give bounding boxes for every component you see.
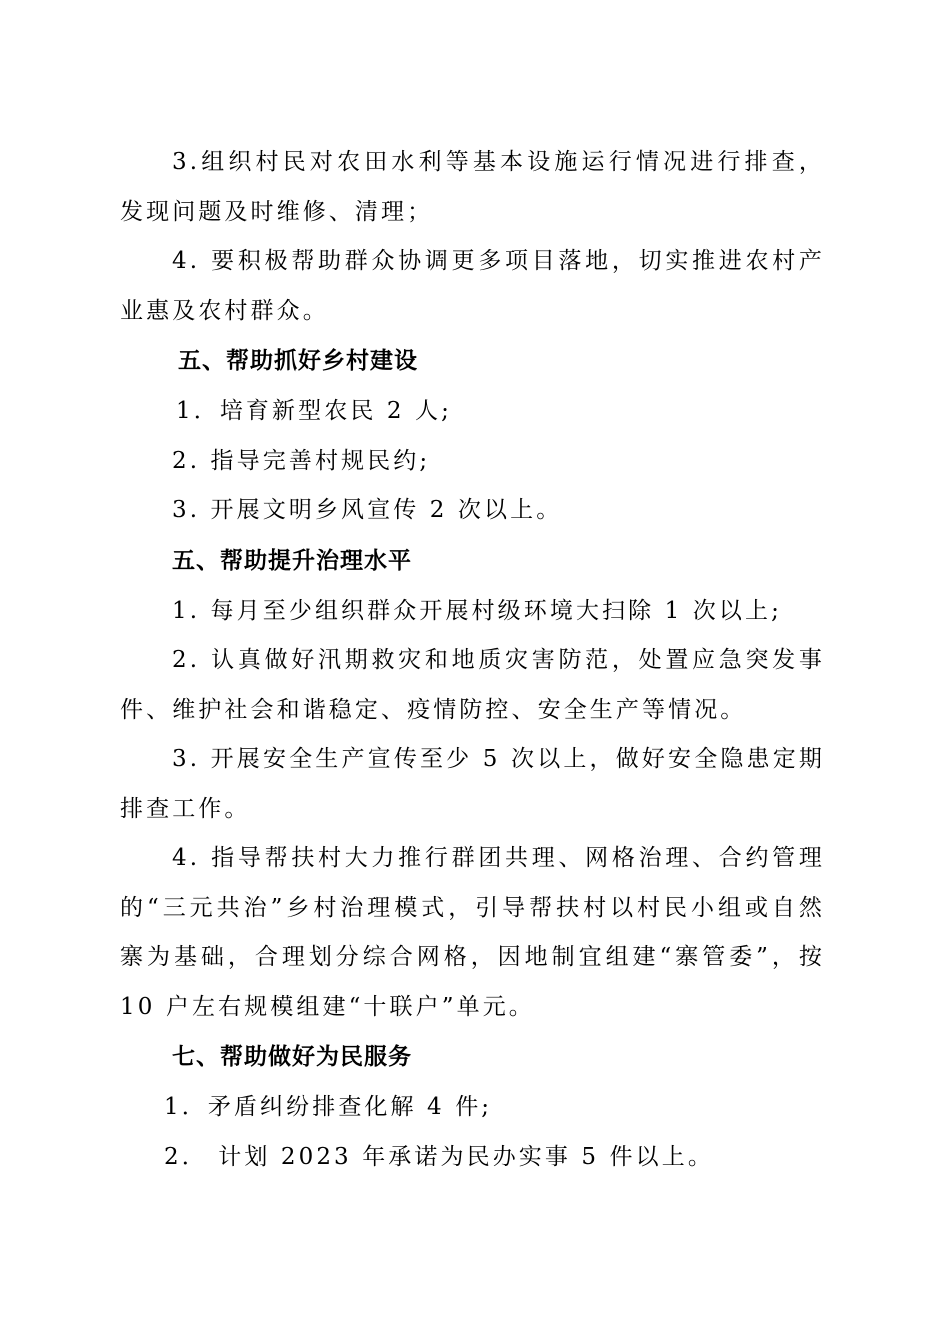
- paragraph-train-farmers: 1．培育新型农民 2 人;: [176, 398, 452, 424]
- paragraph-co-governance-model: 4. 指导帮扶村大力推行群团共理、网格治理、合约管理的“三元共治”乡村治理模式，引导帮扶村以村民小组或自然寨为基础，合理划分综合网格，因地制宜组建“寨管委”，按 10 户左右规模组建“十联户”单元。: [120, 845, 836, 1020]
- paragraph-civilization-publicity: 3. 开展文明乡风宣传 2 次以上。: [172, 497, 563, 523]
- section-heading-governance: 五、帮助提升治理水平: [172, 547, 412, 574]
- paragraph-environment-cleanup: 1. 每月至少组织群众开展村级环境大扫除 1 次以上;: [172, 597, 782, 624]
- paragraph-safety-publicity: 3. 开展安全生产宣传至少 5 次以上，做好安全隐患定期排查工作。: [120, 746, 825, 822]
- paragraph-irrigation-check: 3.组织村民对农田水利等基本设施运行情况进行排查，发现问题及时维修、清理；: [120, 149, 825, 225]
- paragraph-dispute-resolution: 1．矛盾纠纷排查化解 4 件;: [164, 1094, 493, 1120]
- paragraph-practical-matters: 2． 计划 2023 年承诺为民办实事 5 件以上。: [164, 1143, 714, 1170]
- section-heading-rural-construction: 五、帮助抓好乡村建设: [178, 348, 418, 374]
- section-heading-public-service: 七、帮助做好为民服务: [172, 1044, 412, 1070]
- paragraph-disaster-prevention: 2. 认真做好汛期救灾和地质灾害防范，处置应急突发事件、维护社会和谐稳定、疫情防控、安全生产等情况。: [120, 647, 825, 723]
- document-body: [120, 138, 836, 1182]
- paragraph-project-coordination: 4. 要积极帮助群众协调更多项目落地，切实推进农村产业惠及农村群众。: [120, 248, 825, 324]
- paragraph-village-rules: 2. 指导完善村规民约;: [172, 447, 431, 474]
